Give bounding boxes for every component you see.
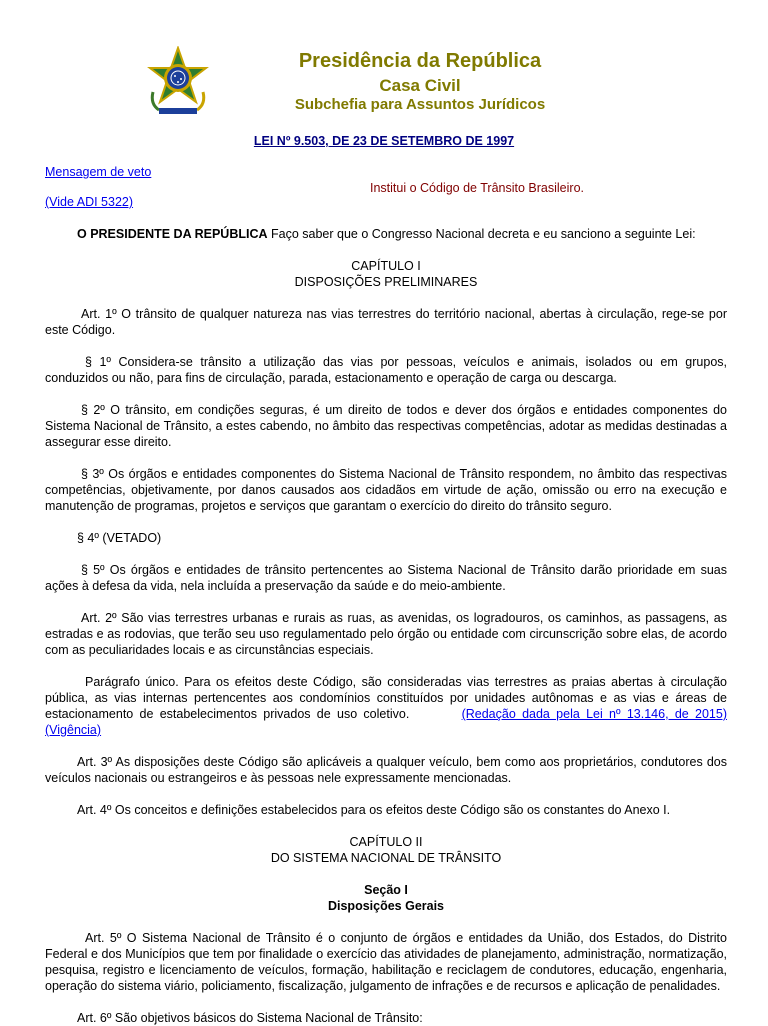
art-2-paragrafo-unico-text: Parágrafo único. Para os efeitos deste Código, são consideradas vias terrestres as praias abertas à circulação pública, as vias internas pertencentes aos condomínios constituídos por unidades autônomas e as vias e áreas de estacionamento de estabelecimentos privados de uso coletivo.: [45, 675, 727, 721]
ementa: Institui o Código de Trânsito Brasileiro.: [370, 181, 584, 195]
preamble-text: Faço saber que o Congresso Nacional decreta e eu sanciono a seguinte Lei:: [267, 227, 696, 241]
section-1-title: Seção I: [364, 883, 408, 897]
art-6: Art. 6º São objetivos básicos do Sistema Nacional de Trânsito:: [77, 1011, 423, 1025]
chapter-1-title: CAPÍTULO I: [351, 259, 421, 273]
art-5: Art. 5º O Sistema Nacional de Trânsito é o conjunto de órgãos e entidades da União, dos Estados, do Distrito Federal e dos Municípios que tem por finalidade o exercício das atividades de planejamento, administração, normatização, pesquisa, registro e licenciamento de veículos, formação, habilitação e reciclagem de condutores, educação, engenharia, operação do sistema viário, policiamento, fiscalização, julgamento de infrações e de recursos e aplicação de penalidades.: [45, 931, 727, 993]
preamble-bold: O PRESIDENTE DA REPÚBLICA: [77, 227, 268, 241]
art-1-par-1: § 1º Considera-se trânsito a utilização das vias por pessoas, veículos e animais, isolados ou em grupos, conduzidos ou não, para fins de circulação, parada, estacionamento e operação de carga ou descarga.: [45, 355, 727, 385]
art-1-par-4: § 4º (VETADO): [77, 531, 162, 545]
redacao-link[interactable]: (Redação dada pela Lei nº 13.146, de 2015): [461, 707, 727, 721]
art-2-paragrafo-unico: [45, 674, 727, 738]
art-4: Art. 4º Os conceitos e definições estabelecidos para os efeitos deste Código são os constantes do Anexo I.: [77, 803, 671, 817]
header-presidencia: Presidência da República: [298, 50, 542, 72]
vigencia-link[interactable]: (Vigência): [45, 723, 102, 737]
mensagem-veto-link[interactable]: Mensagem de veto: [45, 165, 152, 179]
art-1: Art. 1º O trânsito de qualquer natureza nas vias terrestres do território nacional, abertas à circulação, rege-se por este Código.: [45, 307, 727, 337]
art-1-par-2: § 2º O trânsito, em condições seguras, é um direito de todos e dever dos órgãos e entidades componentes do Sistema Nacional de Trânsito, a estes cabendo, no âmbito das respectivas competências, adotar as medidas destinadas a assegurar esse direito.: [45, 403, 727, 449]
art-1-par-5: § 5º Os órgãos e entidades de trânsito pertencentes ao Sistema Nacional de Trânsito darão prioridade em suas ações à defesa da vida, nela incluída a preservação da saúde e do meio-ambiente.: [45, 563, 727, 593]
chapter-2-subtitle: DO SISTEMA NACIONAL DE TRÂNSITO: [270, 851, 502, 865]
page-header: [0, 0, 768, 125]
art-1-par-3: § 3º Os órgãos e entidades componentes do Sistema Nacional de Trânsito respondem, no âmbito das respectivas competências, objetivamente, por danos causados aos cidadãos em virtude de ação, omissão ou erro na execução e manutenção de programas, projetos e serviços que garantam o exercício do direito do trânsito seguro.: [45, 467, 727, 513]
law-title[interactable]: LEI Nº 9.503, DE 23 DE SETEMBRO DE 1997: [253, 134, 515, 148]
vide-adi-link[interactable]: (Vide ADI 5322): [45, 195, 134, 209]
chapter-1-subtitle: DISPOSIÇÕES PRELIMINARES: [294, 275, 478, 289]
header-subchefia: Subchefia para Assuntos Jurídicos: [294, 96, 546, 113]
coat-of-arms-icon: [145, 46, 211, 116]
header-casa-civil: Casa Civil: [379, 76, 461, 95]
section-1-subtitle: Disposições Gerais: [327, 899, 445, 913]
ementa-row: [45, 162, 727, 210]
chapter-2-title: CAPÍTULO II: [349, 835, 423, 849]
preamble: [45, 226, 727, 242]
art-3: Art. 3º As disposições deste Código são aplicáveis a qualquer veículo, bem como aos proprietários, condutores dos veículos nacionais ou estrangeiros e às pessoas nele expressamente mencionadas.: [45, 755, 727, 785]
law-body: [45, 162, 727, 1026]
art-2: Art. 2º São vias terrestres urbanas e rurais as ruas, as avenidas, os logradouros, os caminhos, as passagens, as estradas e as rodovias, que terão seu uso regulamentado pelo órgão ou entidade com circunscrição sobre elas, de acordo com as peculiaridades locais e as circunstâncias especiais.: [45, 611, 727, 657]
